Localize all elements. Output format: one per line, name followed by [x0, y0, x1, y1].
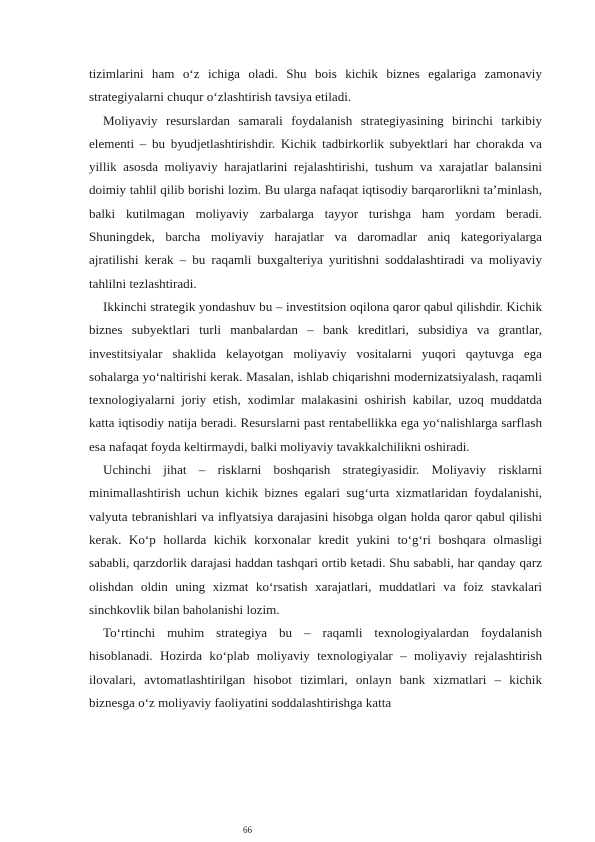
paragraph-risk-management: Uchinchi jihat – risklarni boshqarish strategiyasidir. Moliyaviy risklarni minimallashtirish uchun kichik biznes egalari sug‘urta xizmatlaridan foydalanishi, valyuta tebranishlari va inflyatsiya darajasini hisobga olgan holda qaror qabul qilishi kerak. Ko‘p hollarda kichik korxonalar kredit yukini to‘g‘ri boshqara olmasligi sababli, qarzdorlik darajasi haddan tashqari ortib ketadi. Shu sababli, har qanday qarz olishdan oldin uning xizmat ko‘rsatish xarajatlari, muddatlari va foiz stavkalari sinchkovlik bilan baholanishi lozim. [89, 462, 542, 617]
document-page [89, 62, 542, 714]
paragraph-continuation: tizimlarini ham o‘z ichiga oladi. Shu bois kichik biznes egalariga zamonaviy strategiyalarni chuqur o‘zlashtirish tavsiya etiladi. [89, 66, 542, 105]
paragraph-budgeting: Moliyaviy resurslardan samarali foydalanish strategiyasining birinchi tarkibiy elementi – bu byudjetlashtirishdir. Kichik tadbirkorlik subyektlari har chorakda va yillik asosda moliyaviy harajatlarini rejalashtirishi, tushum va xarajatlar balansini doimiy tahlil qilib borishi lozim. Bu ularga nafaqat iqtisodiy barqarorlikni ta’minlash, balki kutilmagan moliyaviy zarbalarga tayyor turishga ham yordam beradi. Shuningdek, barcha moliyaviy harajatlar va daromadlar aniq kategoriyalarga ajratilishi kerak – bu raqamli buxgalteriya yuritishni soddalashtiradi va moliyaviy tahlilni tezlashtiradi. [89, 112, 542, 291]
paragraph-investment: Ikkinchi strategik yondashuv bu – investitsion oqilona qaror qabul qilishdir. Kichik biznes subyektlari turli manbalardan – bank kreditlari, subsidiya va grantlar, investitsiyalar shaklida kelayotgan moliyaviy vositalarni yuqori qaytuvga ega sohalarga yo‘naltirishi kerak. Masalan, ishlab chiqarishni modernizatsiyalash, raqamli texnologiyalarni joriy etish, xodimlar malakasini oshirish kabilar, uzoq muddatda katta iqtisodiy natija beradi. Resurslarni past rentabellikka ega yo‘nalishlarga sarflash esa nafaqat foyda keltirmaydi, balki moliyaviy tavakkalchilikni oshiradi. [89, 298, 542, 454]
page-number: 66 [243, 825, 252, 835]
paragraph-digital-technologies: To‘rtinchi muhim strategiya bu – raqamli texnologiyalardan foydalanish hisoblanadi. Hozirda ko‘plab moliyaviy texnologiyalar – moliyaviy rejalashtirish ilovalari, avtomatlashtirilgan hisobot tizimlari, onlayn bank xizmatlari – kichik biznesga o‘z moliyaviy faoliyatini soddalashtirishga katta [89, 625, 542, 711]
